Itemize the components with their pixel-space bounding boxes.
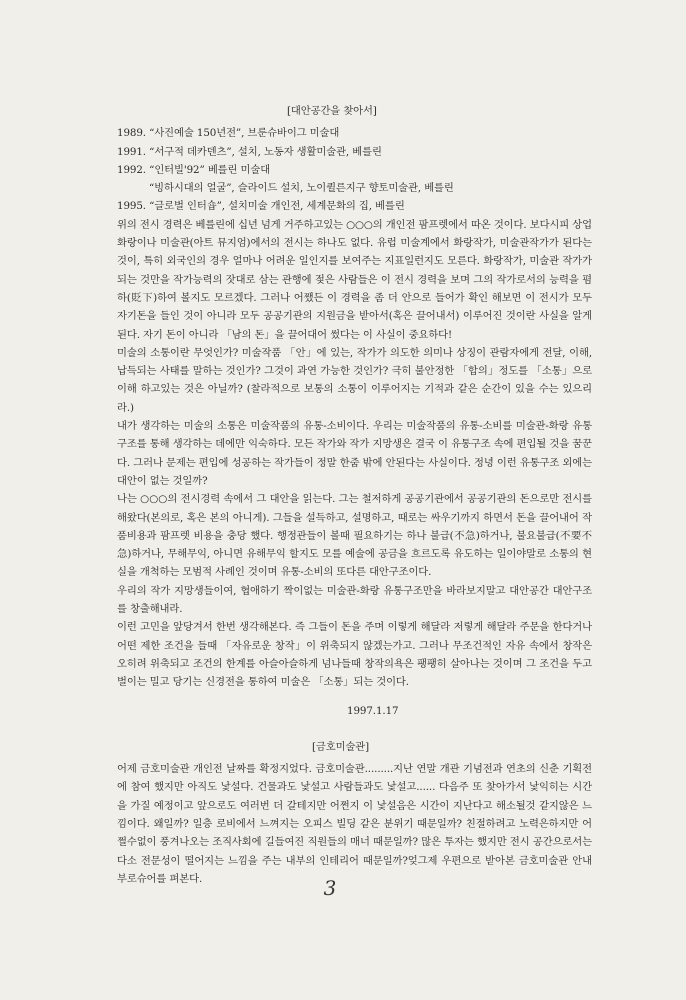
exhibition-item: “빙하시대의 얼굴”, 슬라이드 설치, 노이퀼른지구 향토미술관, 베를린 <box>149 182 454 195</box>
body-paragraph: 미술의 소통이란 무엇인가? 미술작품 「안」에 있는, 작가가 의도한 의미나 상징이 관람자에게 전달, 이해, 납득되는 사태를 말하는 것인가? 그것이 과연 가능한 것인가? 극히 불안정한 「합의」정도를 「소통」으로 이해 하고있는 것은 아닐까? (찰라적으로 보통의 소통이 이루어지는 기적과 같은 순간이 있을 수는 있으리라.) <box>117 346 592 414</box>
exhibition-item: 1992. “인터빌'92” 베를린 미술대 <box>117 163 271 176</box>
body-paragraph: 이런 고민을 앞당겨서 한번 생각해본다. 즉 그들이 돈을 주며 이렇게 해달라 저렇게 해달라 주문을 한다거나 어떤 제한 조건을 들때 「자유로운 창작」이 위축되지 않겠는가고. 그러나 무조건적인 자유 속에서 창작은 오히려 위축되고 조건의 한계를 아슬아슬하게 넘나들때 창작의욕은 팽팽히 살아나는 것이며 그 조건을 두고 벌이는 밀고 당기는 신경전을 통하여 미술은 「소통」되는 것이다. <box>117 621 592 689</box>
exhibition-item: 1989. “사진예술 150년전”, 브룬슈바이그 미술대 <box>117 127 340 140</box>
body-paragraph: 나는 ○○○의 전시경력 속에서 그 대안을 읽는다. 그는 철저하게 공공기관에서 공공기관의 돈으로만 전시를 해왔다(본의로, 혹은 본의 아니게). 그들을 설득하고, 설명하고, 때로는 싸우기까지 하면서 돈을 끌어내어 작품비용과 팜프렛 비용을 충당 했다. 행정관들이 볼때 필요하기는 하나 불급(不急)하거나, 불요불급(不要不急)하거나, 무해무익, 아니면 유해무익 할지도 모를 예술에 공금을 흐르도록 유도하는 일이야말로 소통의 현실을 개척하는 모범적 사례인 것이며 유통-소비의 또다른 대안구조이다. <box>117 493 592 579</box>
exhibition-item: 1995. “글로벌 인터숍”, 설치미술 개인전, 세계문화의 집, 베를린 <box>117 200 405 213</box>
body-paragraph: 우리의 작가 지망생들이여, 협애하기 짝이없는 미술관-화랑 유통구조만을 바라보지말고 대안공간 대안구조를 창출해내라. <box>117 584 592 616</box>
section-title: [대안공간을 찾아서] <box>287 105 377 117</box>
essay-date: 1997.1.17 <box>347 704 399 717</box>
exhibition-item: 1991. “서구적 데카덴츠”, 설치, 노동자 생활미술관, 베를린 <box>117 145 382 158</box>
body-paragraph: 내가 생각하는 미술의 소통은 미술작품의 유통-소비이다. 우리는 미술작품의 유통-소비를 미술관-화랑 유통구조를 통해 생각하는 데에만 익숙하다. 모든 작가와 작가 지망생은 결국 이 유통구조 속에 편입될 것을 꿈꾼다. 그러나 문제는 편입에 성공하는 작가들이 정말 한줌 밖에 안된다는 사실이다. 정녕 이런 유통구조 외에는 대안이 없는 것일까? <box>117 420 592 487</box>
body-paragraph: 어제 금호미술관 개인전 날짜를 확정지었다. 금호미술관.........지난 연말 개관 기념전과 연초의 신춘 기획전에 참여 했지만 아직도 낯설다. 건물과도 낯설고 사람들과도 낯설고...... 다음주 또 찾아가서 낯익히는 시간을 가질 예정이고 앞으로도 여러번 더 갈테지만 어쩐지 이 낯설음은 시간이 지난다고 해소될것 같지않은 느낌이다. 왜일까? 일층 로비에서 느껴지는 오피스 빌딩 같은 분위기 때문일까? 친절하려고 노력은하지만 어쩔수없이 풍겨나오는 조직사회에 길들여진 직원들의 매너 때문일까? 많은 투자는 했지만 전시 공간으로서는 다소 전문성이 떨어지는 느낌을 주는 내부의 인테리어 때문일까?엊그제 우편으로 받아본 금호미술관 안내 부로슈어를 펴본다. <box>117 763 592 885</box>
exhibition-list <box>117 124 592 215</box>
body-paragraph: 위의 전시 경력은 베를린에 십년 넘게 거주하고있는 ○○○의 개인전 팜프렛에서 따온 것이다. 보다시피 상업화랑이나 미술관(아트 뮤지엄)에서의 전시는 하나도 없다. 유럽 미술계에서 화랑작가, 미술관작가가 된다는 것이, 특히 외국인의 경우 얼마나 어려운 일인지를 보여주는 지표일런지도 모른다. 화랑작가, 미술관 작가가 되는 것만을 작가능력의 잣대로 삼는 관행에 젖은 사람들은 이 전시 경력을 보며 그의 작가로서의 능력을 폄하(貶下)하여 볼지도 모르겠다. 그러나 어쨌든 이 경력을 좀 더 안으로 들어가 확인 해보면 이 전시가 모두 자기돈을 들인 것이 아니라 모두 공공기관의 지원금을 받아서(혹은 끌어내서) 이루어진 것이란 사실을 알게된다. 자기 돈이 아니라 「남의 돈」을 끌어대어 썼다는 이 사실이 중요하다! <box>117 218 592 341</box>
section-title: [금호미술관] <box>312 740 370 753</box>
document-body <box>117 102 592 888</box>
page-number: 3 <box>323 876 337 900</box>
